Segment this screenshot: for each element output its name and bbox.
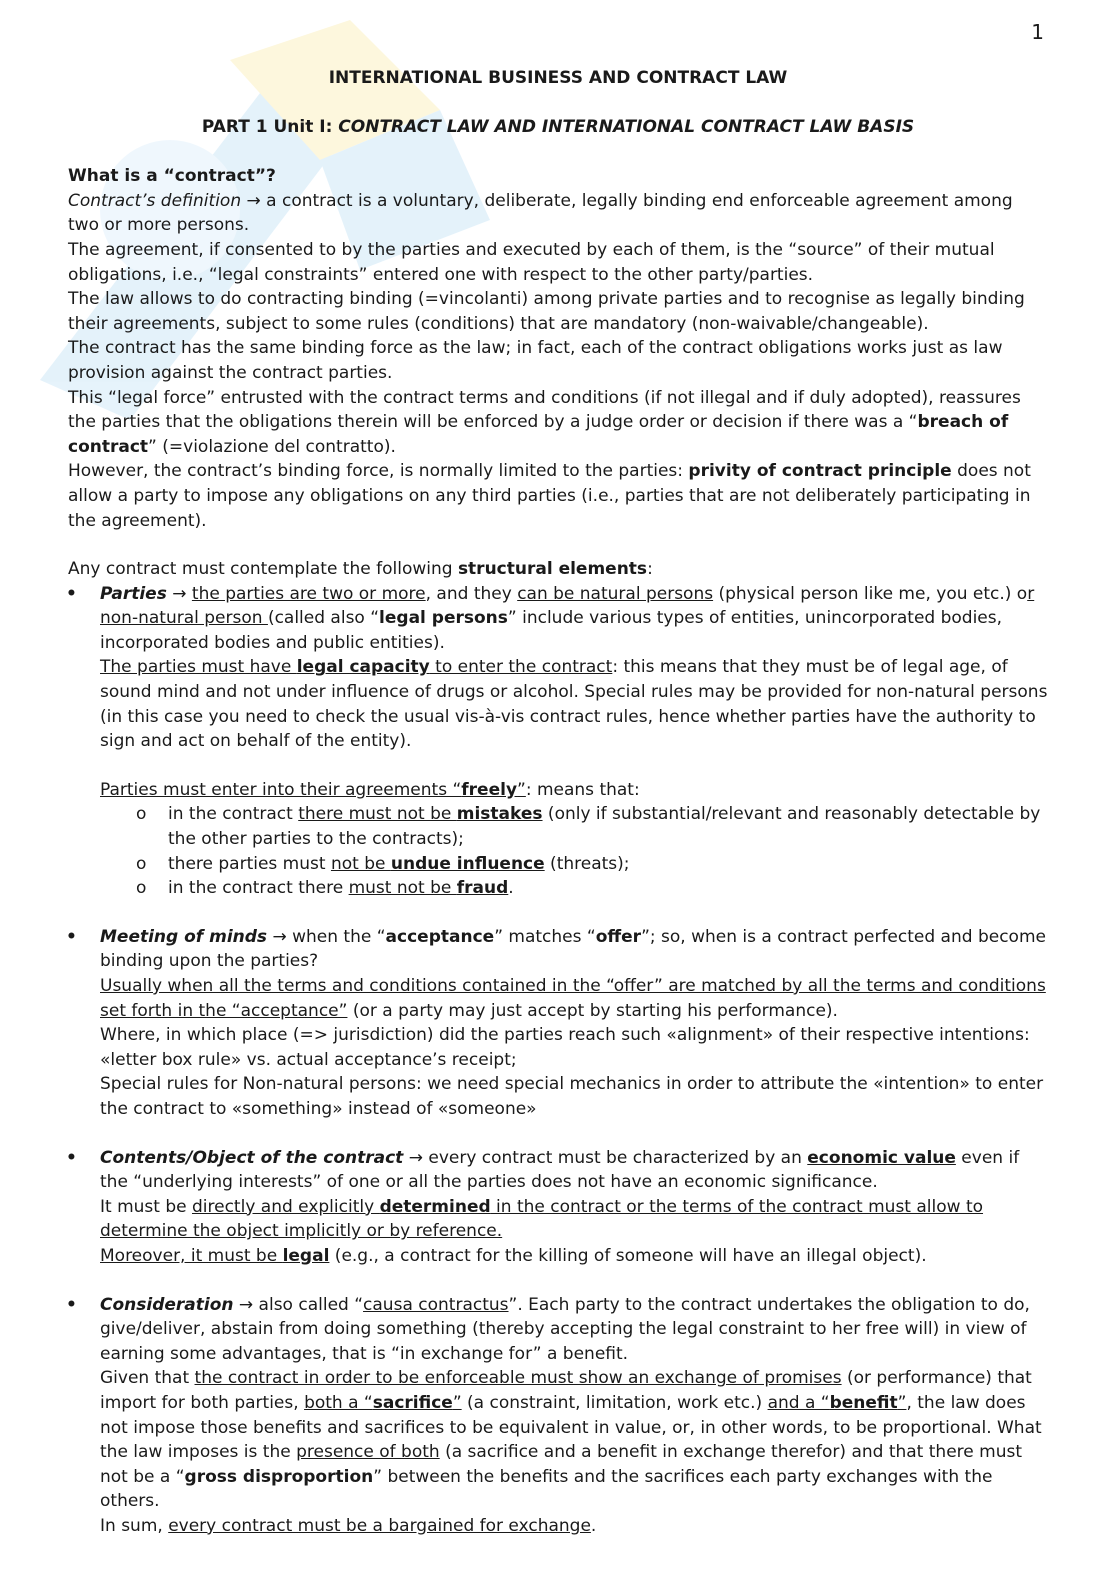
text: (or a party may just accept by starting his performance). (347, 1000, 838, 1021)
arrow-icon: → (172, 583, 187, 604)
underlined-text: the parties are two or more (191, 583, 426, 604)
minds-paragraph (100, 925, 1048, 974)
subtitle-italic: CONTRACT LAW AND INTERNATIONAL CONTRACT LAW BASIS (338, 116, 915, 137)
consideration-paragraph (100, 1293, 1048, 1367)
bold-term: acceptance (385, 926, 495, 947)
text: , and they (425, 583, 518, 604)
underlined-text: ” (897, 1392, 907, 1413)
bold-term: breach of contract (68, 412, 1009, 457)
list-item-consideration (68, 1293, 1048, 1539)
underlined-text: and a “ (767, 1392, 830, 1413)
bold-term: offer (595, 926, 642, 947)
paragraph: The agreement, if consented to by the parties and executed by each of them, is the “source” of their mutual obligations, i.e., “legal constraints” entered one with respect to the other party/parties. (68, 239, 995, 285)
underlined-text: ” (517, 779, 526, 800)
text: , the law does not impose those benefits and sacrifices to be equivalent in value, or, in other words, to be proportional. What the law imposes is the (100, 1392, 1042, 1463)
list-item-object (68, 1146, 1048, 1293)
paragraph (100, 1514, 1048, 1539)
underlined-text: Moreover, it must be (100, 1245, 283, 1266)
underlined-text: not be (330, 853, 391, 874)
arrow-icon: → (238, 1294, 254, 1315)
paragraph: The contract has the same binding force as the law; in fact, each of the contract obligations works just as law provision against the contract parties. (68, 338, 1003, 383)
text: : this means that they must be of legal age, of sound mind and not under influence of drugs or alcohol. Special rules may be provided for non-natural persons (in this case you need to check the usual vis-à-vis contract rules, hence whether parties have the authority to sign and act on behalf of the entity). (100, 657, 1048, 752)
paragraph: Where, in which place (=> jurisdiction) did the parties reach such «alignment» of their respective intentions: «letter box rule» vs. actual acceptance’s receipt; (100, 1025, 1030, 1070)
bold-term: economic value (807, 1147, 956, 1168)
text: ” (=violazione del contratto). (148, 436, 396, 457)
text: does not allow a party to impose any obligations on any third parties (i.e., parties that are not deliberately participating in the agreement). (68, 461, 1031, 531)
elements-list (68, 582, 1048, 1539)
paragraph (100, 1195, 1048, 1244)
underlined-text: the contract in order to be enforceable must show an exchange of promises (194, 1368, 842, 1389)
underlined-text: presence of both (296, 1442, 440, 1463)
bold-term: benefit (829, 1392, 898, 1413)
underlined-text: directly and explicitly (192, 1196, 380, 1217)
text: Any contract must contemplate the following (68, 559, 458, 580)
item-label: Contents/Object of the contract (100, 1147, 404, 1168)
underlined-text: Usually when all the terms and conditions contained in the “offer” are matched by all the terms and conditions set forth in the “acceptance” (100, 976, 1046, 1021)
sub-item (136, 852, 1048, 877)
text: in the contract there (168, 878, 349, 899)
bold-term: undue influence (390, 853, 545, 874)
definition-text: a contract is a voluntary, deliberate, legally binding end enforceable agreement among two or more persons. (68, 190, 1013, 236)
bold-term: sacrifice (372, 1392, 453, 1413)
text: : means that: (525, 779, 640, 800)
definition-paragraph (68, 189, 1048, 238)
document-subtitle (68, 115, 1048, 140)
bold-term: legal capacity (296, 657, 430, 678)
bold-term: mistakes (456, 804, 543, 825)
text: there parties must (168, 853, 331, 874)
sub-item (136, 876, 1048, 901)
parties-paragraph (100, 582, 1048, 656)
underlined-text: both a “ (304, 1392, 373, 1413)
text: (e.g., a contract for the killing of someone will have an illegal object). (329, 1245, 927, 1266)
bold-term: gross disproportion (184, 1466, 374, 1487)
text: In sum, (100, 1515, 169, 1536)
text: (a constraint, limitation, work etc.) (461, 1392, 768, 1413)
text: : (647, 559, 653, 580)
paragraph: The law allows to do contracting binding (=vincolanti) among private parties and to recognise as legally binding their agreements, subject to some rules (conditions) that are mandatory (non-waivable/changeable). (68, 289, 1025, 334)
underlined-text: every contract must be a bargained for exchange (168, 1515, 591, 1536)
freely-paragraph (100, 778, 1048, 803)
item-label: Consideration (100, 1294, 234, 1315)
document-title: INTERNATIONAL BUSINESS AND CONTRACT LAW (328, 68, 788, 88)
text: (physical person like me, you etc.) o (713, 583, 1028, 604)
sub-list (100, 802, 1048, 900)
document-body (68, 66, 1048, 1538)
text: (or performance) that import for both parties, (100, 1368, 1032, 1413)
capacity-paragraph (100, 655, 1048, 753)
paragraph (100, 974, 1048, 1023)
text: This “legal force” entrusted with the contract terms and conditions (if not illegal and if duly adopted), reassures the parties that the obligations therein will be enforced by a judge order or decision if there was a “ (68, 387, 1021, 433)
underlined-text: r non-natural person (100, 583, 1035, 629)
paragraph (68, 459, 1048, 533)
text: even if the “underlying interests” of one or all the parties does not have an economic significance. (100, 1147, 1020, 1193)
item-label: Meeting of minds (100, 926, 268, 947)
bold-term: fraud (456, 878, 509, 899)
arrow-icon: → (272, 926, 287, 947)
underlined-text: The parties must have (100, 657, 297, 678)
paragraph (100, 1244, 1048, 1269)
underlined-text: Parties must enter into their agreements “ (100, 779, 462, 800)
item-label: Parties (100, 583, 167, 604)
sub-item (136, 802, 1048, 851)
section-heading: What is a “contract”? (68, 166, 276, 187)
bold-term: determined (379, 1196, 491, 1217)
bold-term: structural elements (457, 559, 648, 580)
text: ” matches “ (494, 926, 596, 947)
arrow-icon: → (408, 1147, 423, 1168)
paragraph (100, 1366, 1048, 1514)
text: ”. Each party to the contract undertakes the obligation to do, give/deliver, abstain from doing something (thereby accepting the legal constraint to her free will) in view of earning some advantages, that is “in exchange for” a benefit. (100, 1294, 1030, 1364)
arrow-icon: → (246, 190, 261, 211)
underlined-text: to enter the contract (429, 657, 613, 678)
bold-term: privity of contract principle (688, 461, 952, 482)
text: . (590, 1515, 597, 1536)
bold-term: legal persons (379, 608, 508, 629)
text: in the contract (168, 804, 299, 825)
object-paragraph (100, 1146, 1048, 1195)
text: ” between the benefits and the sacrifices each party exchanges with the others. (100, 1466, 993, 1512)
list-item-parties (68, 582, 1048, 925)
text: every contract must be characterized by an (422, 1147, 808, 1168)
text: . (508, 878, 514, 899)
text: It must be (100, 1196, 192, 1217)
elements-intro (68, 557, 1048, 582)
text: Given that (100, 1368, 195, 1389)
underlined-text: must not be (348, 878, 457, 899)
text: (only if substantial/relevant and reasonably detectable by the other parties to the contracts); (168, 804, 1041, 850)
underlined-text: in the contract or the terms of the contract must allow to determine the object implicitly or by reference. (100, 1196, 984, 1242)
bold-term: freely (461, 779, 518, 800)
list-item-meeting-of-minds (68, 925, 1048, 1146)
page-number: 1 (1031, 20, 1044, 44)
definition-label: Contract’s definition (68, 190, 242, 211)
text: when the “ (286, 926, 386, 947)
paragraph: Special rules for Non-natural persons: we need special mechanics in order to attribute the «intention» to enter the contract to «something» instead of «someone» (100, 1074, 1044, 1119)
text: (threats); (544, 853, 630, 874)
underlined-text: causa contractus (363, 1294, 509, 1315)
text: (called also “ (267, 608, 380, 629)
text: (a sacrifice and a benefit in exchange therefor) and that there must not be a “ (100, 1442, 1022, 1487)
text: However, the contract’s binding force, is normally limited to the parties: (68, 461, 689, 482)
text: ”; so, when is a contract perfected and become binding upon the parties? (100, 926, 1046, 972)
text: also called “ (253, 1294, 364, 1315)
underlined-text: ” (452, 1392, 462, 1413)
text: ” include various types of entities, unincorporated bodies, incorporated bodies and public entities). (100, 608, 1003, 653)
bold-term: legal (282, 1245, 330, 1266)
subtitle-part: PART 1 Unit I: (201, 116, 339, 137)
underlined-text: there must not be (298, 804, 457, 825)
paragraph (68, 386, 1048, 460)
underlined-text: can be natural persons (517, 583, 714, 604)
